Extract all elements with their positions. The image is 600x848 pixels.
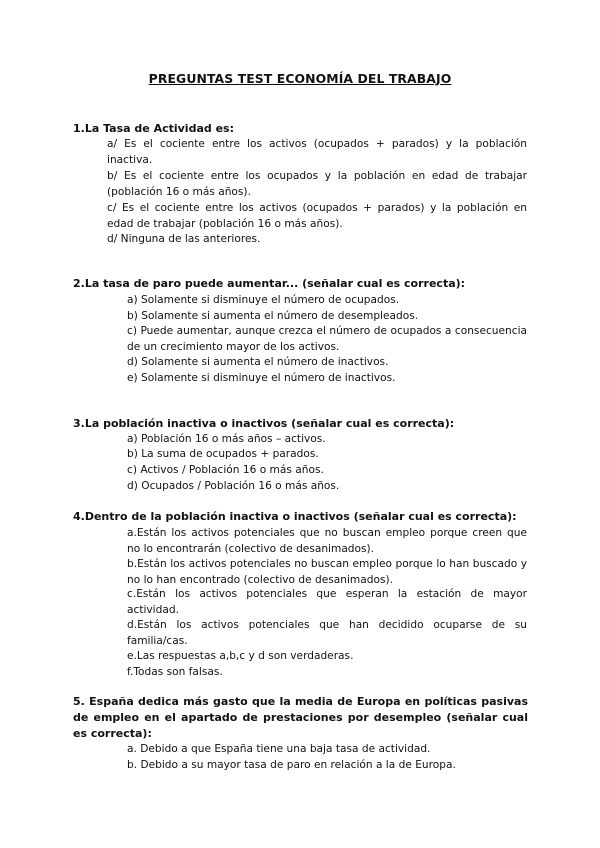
question-3-option-a: a) Población 16 o más años – activos. [127,433,326,445]
question-4-option-a: a.Están los activos potenciales que no buscan empleo porque creen que no lo encontrarán (colectivo de desanimados). [127,527,527,555]
question-2: 2.La tasa de paro puede aumentar... (señalar cual es correcta): [73,277,466,290]
question-2-option-e: e) Solamente si disminuye el número de inactivos. [127,372,396,384]
question-2-option-d: d) Solamente si aumenta el número de inactivos. [127,356,389,368]
question-4-option-e: e.Las respuestas a,b,c y d son verdaderas. [127,650,354,662]
question-3-option-c: c) Activos / Población 16 o más años. [127,464,324,476]
question-4-option-d: d.Están los activos potenciales que han decidido ocuparse de su familia/cas. [127,619,527,647]
question-1: 1.La Tasa de Actividad es: [73,122,234,135]
question-5-option-b: b. Debido a su mayor tasa de paro en relación a la de Europa. [127,759,456,771]
question-1-option-c: c/ Es el cociente entre los activos (ocupados + parados) y la población en edad de trabajar (población 16 o más años). [107,202,527,230]
question-1-option-a: a/ Es el cociente entre los activos (ocupados + parados) y la población inactiva. [107,138,527,166]
question-3-option-d: d) Ocupados / Población 16 o más años. [127,480,340,492]
question-2-option-c-text: c) Puede aumentar, aunque crezca el número de ocupados a consecuencia de un crecimiento mayor de los activos. [127,325,527,353]
document-title: PREGUNTAS TEST ECONOMÍA DEL TRABAJO [148,71,452,86]
question-3-option-b: b) La suma de ocupados + parados. [127,448,319,460]
question-1-option-b: b/ Es el cociente entre los ocupados y la población en edad de trabajar (población 16 o más años). [107,170,527,198]
question-2-option-a: a) Solamente si disminuye el número de ocupados. [127,294,400,306]
question-4-option-f: f.Todas son falsas. [127,666,223,678]
question-4-option-b: b.Están los activos potenciales no buscan empleo porque lo han buscado y no lo han encontrado (colectivo de desanimados). [127,558,527,586]
question-5: 5. España dedica más gasto que la media de Europa en políticas pasivas de empleo en el apartado de prestaciones por desempleo (señalar cual es correcta): [73,695,528,740]
question-2-option-c [127,323,527,355]
question-1-option-d: d/ Ninguna de las anteriores. [107,233,261,245]
question-4-option-c: c.Están los activos potenciales que esperan la estación de mayor actividad. [127,588,527,616]
question-3: 3.La población inactiva o inactivos (señalar cual es correcta): [73,417,455,430]
question-5-option-a: a. Debido a que España tiene una baja tasa de actividad. [127,743,431,755]
question-4: 4.Dentro de la población inactiva o inactivos (señalar cual es correcta): [73,510,517,523]
question-2-option-b: b) Solamente si aumenta el número de desempleados. [127,310,419,322]
